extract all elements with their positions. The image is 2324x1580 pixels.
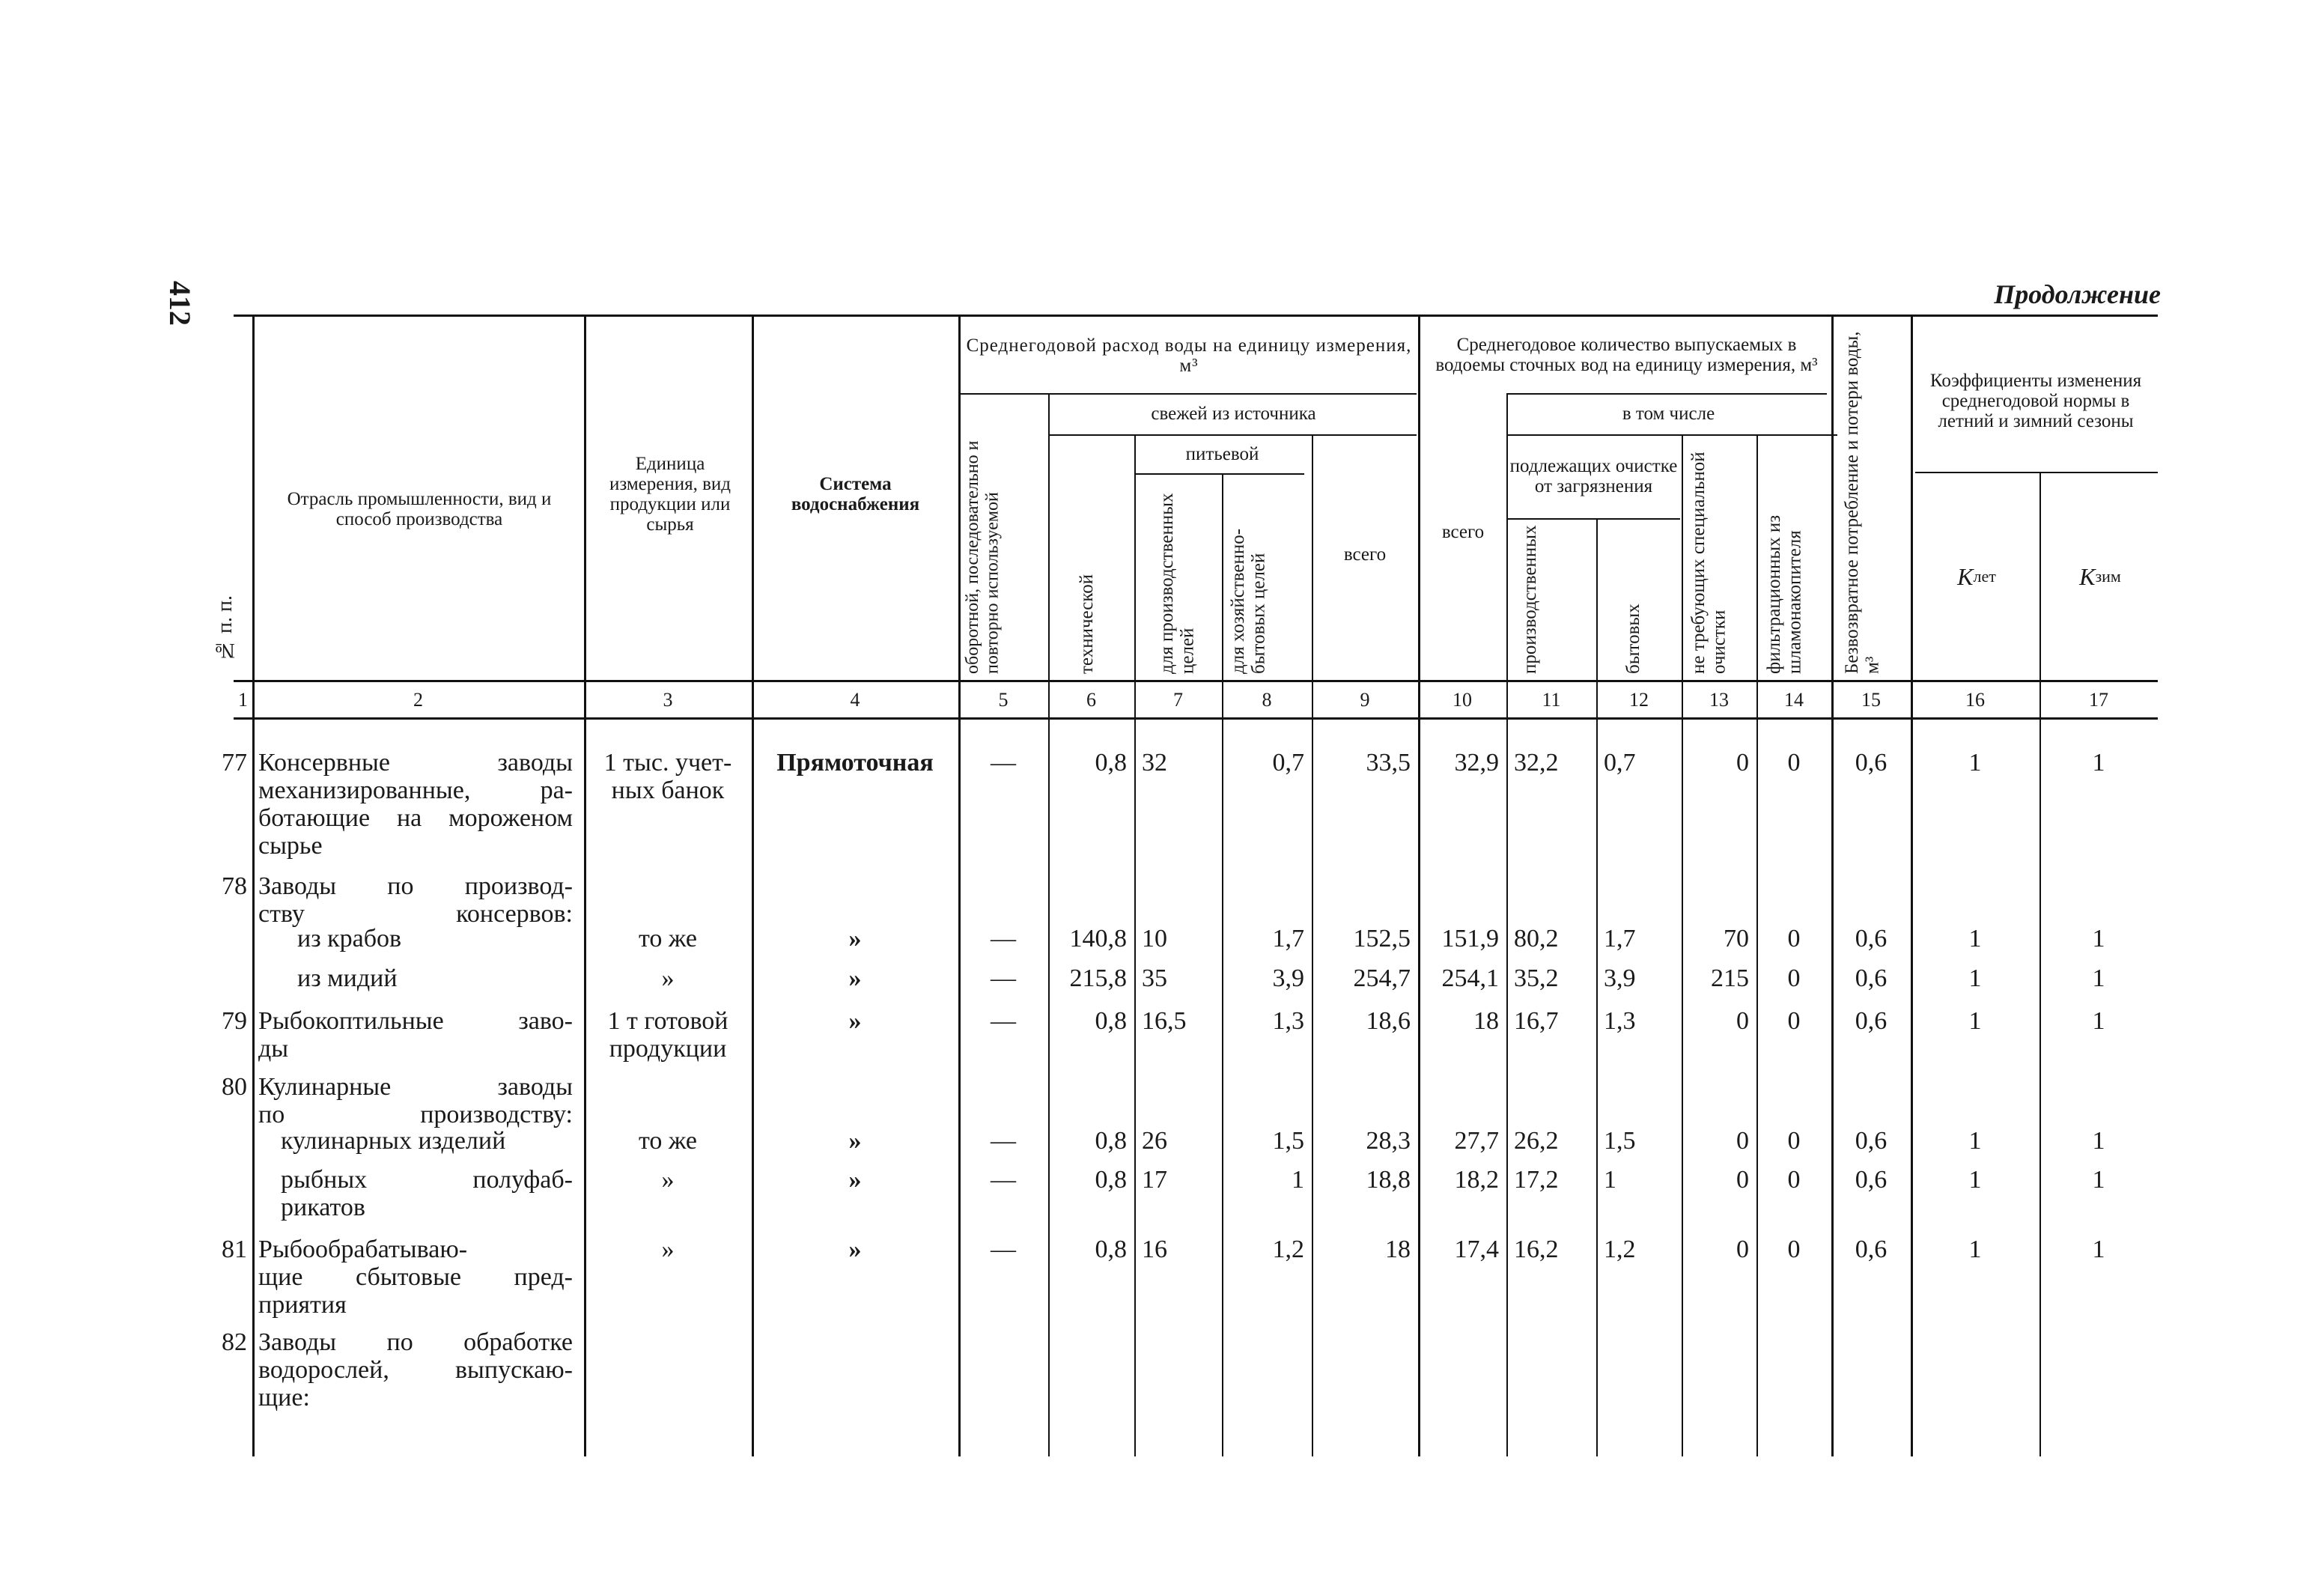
col-header-filtration: фильтрационных из шламонакопителя — [1764, 514, 1805, 674]
row-water-system: » — [848, 925, 862, 952]
row-value-col-15: 0,6 — [1855, 1166, 1888, 1194]
row-water-system: » — [848, 1236, 862, 1263]
column-number: 16 — [1965, 689, 1985, 711]
row-value-col-11: 17,2 — [1514, 1166, 1559, 1194]
row-industry-name: из мидий — [297, 964, 398, 992]
row-water-system: » — [848, 1166, 862, 1194]
row-unit: то же — [638, 925, 698, 952]
row-industry-name: Заводы по производ- ству консервов: — [258, 872, 573, 928]
row-water-system: » — [848, 1007, 862, 1035]
row-unit: » — [661, 1166, 675, 1194]
row-value-col-5: — — [991, 964, 1016, 992]
col-header-discharge-total: всего — [1441, 521, 1485, 542]
row-unit: 1 т готовой продукции — [607, 1007, 728, 1063]
row-value-col-12: 1,3 — [1604, 1007, 1636, 1035]
row-industry-name: Консервные заводы механизированные, ра- ботающие на мороженом сырье — [258, 749, 573, 860]
row-value-col-9: 18 — [1385, 1236, 1411, 1263]
row-value-col-15: 0,6 — [1855, 1236, 1888, 1263]
column-number: 9 — [1360, 689, 1370, 711]
row-value-col-15: 0,6 — [1855, 1007, 1888, 1035]
row-value-col-15: 0,6 — [1855, 925, 1888, 952]
row-value-col-6: 0,8 — [1095, 1166, 1127, 1194]
row-value-col-12: 1,7 — [1604, 925, 1636, 952]
row-value-col-11: 80,2 — [1514, 925, 1559, 952]
row-value-col-6: 0,8 — [1095, 1127, 1127, 1155]
row-value-col-6: 0,8 — [1095, 1007, 1127, 1035]
row-unit: то же — [638, 1127, 698, 1155]
row-value-col-11: 35,2 — [1514, 964, 1559, 992]
row-value-col-15: 0,6 — [1855, 749, 1888, 777]
row-value-col-9: 254,7 — [1353, 964, 1411, 992]
row-value-col-5: — — [991, 925, 1016, 952]
header-group-rate: Среднегодовой расход воды на единицу измерения, м³ — [966, 335, 1412, 376]
row-value-col-6: 0,8 — [1095, 1236, 1127, 1263]
row-value-col-5: — — [991, 1166, 1016, 1194]
row-value-col-9: 18,6 — [1366, 1007, 1411, 1035]
row-value-col-9: 33,5 — [1366, 749, 1411, 777]
column-number: 2 — [413, 689, 423, 711]
row-value-col-13: 0 — [1736, 1166, 1749, 1194]
row-value-col-14: 0 — [1787, 1127, 1801, 1155]
row-value-col-10: 17,4 — [1454, 1236, 1499, 1263]
row-number: 79 — [222, 1007, 247, 1035]
column-number: 1 — [238, 689, 248, 711]
column-number: 10 — [1452, 689, 1472, 711]
row-value-col-9: 152,5 — [1353, 925, 1411, 952]
column-number: 14 — [1784, 689, 1804, 711]
row-value-col-5: — — [991, 1007, 1016, 1035]
row-value-col-8: 1,5 — [1272, 1127, 1304, 1155]
col-header-irretrievable-loss: Безвозвратное потребление и потери воды, м³ — [1842, 331, 1883, 674]
col-header-row-number: № п. п. — [213, 595, 237, 663]
row-value-col-6: 140,8 — [1069, 925, 1127, 952]
row-value-col-12: 1,5 — [1604, 1127, 1636, 1155]
header-subject-to-treatment: подлежащих очистке от загрязнения — [1509, 456, 1678, 496]
col-header-production-wastewater: производственных — [1520, 525, 1540, 674]
row-industry-name: Рыбообрабатываю- щие сбытовые пред- приятия — [258, 1236, 573, 1319]
col-header-no-treatment: не требующих специальной очистки — [1688, 452, 1730, 674]
row-value-col-15: 0,6 — [1855, 964, 1888, 992]
col-header-industry: Отрасль промышленности, вид и способ производства — [287, 489, 552, 529]
row-industry-name: Заводы по обработке водорослей, выпускаю- щие: — [258, 1328, 573, 1412]
row-value-col-8: 1,2 — [1272, 1236, 1304, 1263]
row-value-col-10: 254,1 — [1441, 964, 1499, 992]
row-value-col-10: 18,2 — [1454, 1166, 1499, 1194]
col-header-potable-household: для хозяйственно-бытовых целей — [1228, 528, 1269, 674]
row-value-col-14: 0 — [1787, 925, 1801, 952]
row-value-col-17: 1 — [2092, 964, 2105, 992]
header-group-coefficients: Коэффициенты изменения среднегодовой нормы в летний и зимний сезоны — [1929, 370, 2142, 431]
row-value-col-14: 0 — [1787, 1236, 1801, 1263]
row-unit: » — [661, 1236, 675, 1263]
row-value-col-10: 27,7 — [1454, 1127, 1499, 1155]
row-number: 80 — [222, 1073, 247, 1101]
row-value-col-14: 0 — [1787, 1007, 1801, 1035]
row-value-col-8: 1 — [1292, 1166, 1304, 1194]
row-water-system: » — [848, 964, 862, 992]
row-industry-name: кулинарных изделий — [281, 1127, 506, 1155]
row-number: 77 — [222, 749, 247, 777]
row-value-col-5: — — [991, 749, 1016, 777]
row-number: 82 — [222, 1328, 247, 1356]
row-unit: » — [661, 964, 675, 992]
row-value-col-17: 1 — [2092, 1007, 2105, 1035]
column-number: 17 — [2089, 689, 2108, 711]
row-value-col-14: 0 — [1787, 749, 1801, 777]
col-header-recycled: оборотной, последовательно и повторно используемой — [963, 440, 1003, 674]
row-water-system: » — [848, 1127, 862, 1155]
header-including: в том числе — [1622, 403, 1715, 424]
column-number: 7 — [1173, 689, 1183, 711]
row-industry-name: рыбных полуфаб- рикатов — [281, 1166, 573, 1221]
row-value-col-11: 16,7 — [1514, 1007, 1559, 1035]
column-number: 8 — [1262, 689, 1272, 711]
row-value-col-10: 18 — [1473, 1007, 1499, 1035]
row-value-col-7: 17 — [1142, 1166, 1167, 1194]
column-number: 13 — [1709, 689, 1729, 711]
row-value-col-7: 32 — [1142, 749, 1167, 777]
row-value-col-9: 18,8 — [1366, 1166, 1411, 1194]
header-potable: питьевой — [1185, 443, 1259, 464]
row-value-col-5: — — [991, 1127, 1016, 1155]
column-number: 6 — [1086, 689, 1096, 711]
row-water-system: Прямоточная — [776, 749, 934, 777]
row-value-col-13: 0 — [1736, 1236, 1749, 1263]
row-value-col-7: 16,5 — [1142, 1007, 1187, 1035]
row-value-col-8: 1,7 — [1272, 925, 1304, 952]
row-value-col-5: — — [991, 1236, 1016, 1263]
row-value-col-17: 1 — [2092, 925, 2105, 952]
row-value-col-14: 0 — [1787, 964, 1801, 992]
header-fresh-source: свежей из источника — [1151, 404, 1316, 424]
row-value-col-7: 26 — [1142, 1127, 1167, 1155]
row-industry-name: Рыбокоптильные заво- ды — [258, 1007, 573, 1063]
col-header-household-wastewater: бытовых — [1623, 604, 1643, 674]
row-value-col-17: 1 — [2092, 1166, 2105, 1194]
row-value-col-13: 70 — [1724, 925, 1749, 952]
row-value-col-11: 32,2 — [1514, 749, 1559, 777]
row-value-col-13: 215 — [1711, 964, 1749, 992]
row-value-col-16: 1 — [1968, 964, 1982, 992]
row-value-col-16: 1 — [1968, 1166, 1982, 1194]
column-number: 15 — [1861, 689, 1881, 711]
row-value-col-9: 28,3 — [1366, 1127, 1411, 1155]
col-header-technical: технической — [1077, 574, 1097, 674]
row-value-col-16: 1 — [1968, 1127, 1982, 1155]
row-value-col-16: 1 — [1968, 1236, 1982, 1263]
row-value-col-8: 0,7 — [1272, 749, 1304, 777]
row-value-col-12: 1,2 — [1604, 1236, 1636, 1263]
row-value-col-16: 1 — [1968, 749, 1982, 777]
col-header-system: Система водоснабжения — [791, 474, 920, 514]
col-header-unit: Единица измерения, вид продукции или сырья — [609, 454, 731, 535]
row-value-col-15: 0,6 — [1855, 1127, 1888, 1155]
col-header-k-winter: K зим — [2079, 562, 2121, 590]
row-value-col-12: 0,7 — [1604, 749, 1636, 777]
page-number: 412 — [163, 281, 197, 326]
row-number: 81 — [222, 1236, 247, 1263]
column-number: 4 — [850, 689, 860, 711]
column-number: 11 — [1542, 689, 1561, 711]
row-value-col-11: 26,2 — [1514, 1127, 1559, 1155]
col-header-potable-production: для производственных целей — [1157, 493, 1198, 674]
row-value-col-6: 0,8 — [1095, 749, 1127, 777]
row-value-col-13: 0 — [1736, 1007, 1749, 1035]
column-number: 5 — [998, 689, 1009, 711]
row-value-col-10: 151,9 — [1441, 925, 1499, 952]
row-industry-name: из крабов — [297, 925, 402, 952]
row-value-col-8: 3,9 — [1272, 964, 1304, 992]
row-value-col-7: 16 — [1142, 1236, 1167, 1263]
row-value-col-6: 215,8 — [1069, 964, 1127, 992]
col-header-fresh-total: всего — [1343, 544, 1387, 565]
row-value-col-16: 1 — [1968, 1007, 1982, 1035]
header-group-discharge: Среднегодовое количество выпускаемых в водоемы сточных вод на единицу измерения, м³ — [1435, 335, 1818, 375]
row-value-col-12: 3,9 — [1604, 964, 1636, 992]
continuation-label: Продолжение — [1994, 279, 2161, 309]
row-value-col-7: 35 — [1142, 964, 1167, 992]
row-value-col-14: 0 — [1787, 1166, 1801, 1194]
row-value-col-17: 1 — [2092, 1236, 2105, 1263]
row-value-col-16: 1 — [1968, 925, 1982, 952]
column-number: 12 — [1629, 689, 1649, 711]
row-value-col-13: 0 — [1736, 749, 1749, 777]
row-value-col-17: 1 — [2092, 1127, 2105, 1155]
row-value-col-10: 32,9 — [1454, 749, 1499, 777]
column-number: 3 — [663, 689, 673, 711]
row-value-col-8: 1,3 — [1272, 1007, 1304, 1035]
row-number: 78 — [222, 872, 247, 900]
row-value-col-13: 0 — [1736, 1127, 1749, 1155]
row-industry-name: Кулинарные заводы по производству: — [258, 1073, 573, 1128]
row-value-col-7: 10 — [1142, 925, 1167, 952]
row-unit: 1 тыс. учет- ных банок — [603, 749, 732, 804]
row-value-col-17: 1 — [2092, 749, 2105, 777]
row-value-col-11: 16,2 — [1514, 1236, 1559, 1263]
col-header-k-summer: K лет — [1957, 562, 1996, 590]
row-value-col-12: 1 — [1604, 1166, 1616, 1194]
